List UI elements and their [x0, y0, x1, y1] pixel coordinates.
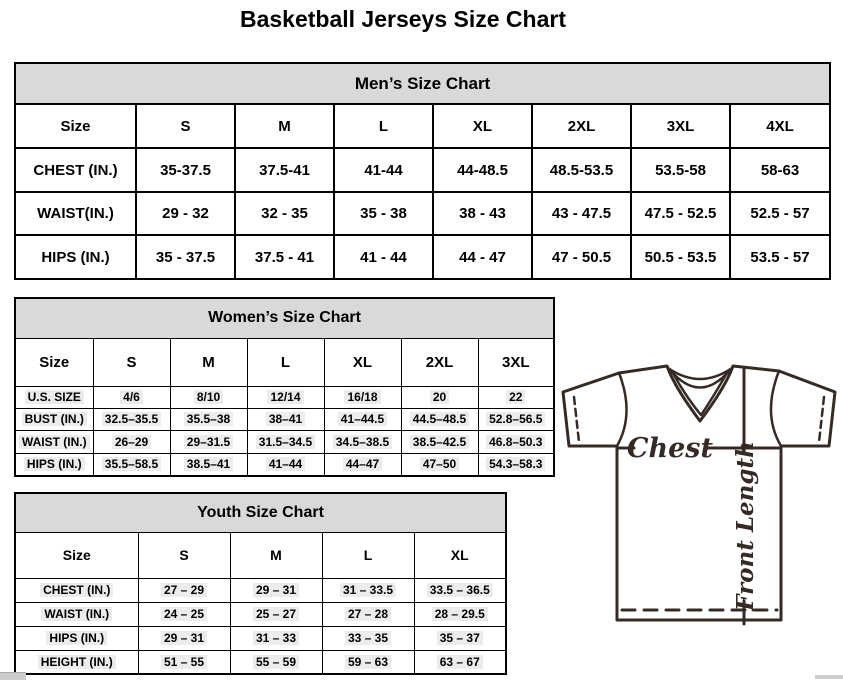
table-cell: 37.5-41 [235, 148, 334, 192]
table-cell: 47.5 - 52.5 [631, 192, 730, 235]
cell-value: HEIGHT (IN.) [38, 655, 116, 669]
cell-value: 32.5–35.5 [102, 412, 161, 426]
cell-value: 59 – 63 [345, 655, 391, 669]
column-header-m: M [235, 104, 334, 148]
cell-value: 27 – 29 [161, 583, 207, 597]
cell-value: U.S. SIZE [25, 390, 84, 404]
table-row [15, 453, 554, 476]
cell-value: 16/18 [344, 390, 380, 404]
table-row [15, 578, 506, 602]
row-label-waist: WAIST(IN.) [15, 192, 136, 235]
row-label-waist [15, 430, 93, 453]
column-header-l: L [322, 532, 414, 578]
cell-value: 46.8–50.3 [486, 435, 545, 449]
table-cell: 52.5 - 57 [730, 192, 830, 235]
cell-value: 8/10 [194, 390, 223, 404]
table-cell: 37.5 - 41 [235, 235, 334, 279]
cell-value: BUST (IN.) [22, 412, 87, 426]
row-label-us-size [15, 386, 93, 408]
table-cell [93, 453, 170, 476]
cell-value: WAIST (IN.) [41, 607, 112, 621]
table-cell [138, 626, 230, 650]
table-cell [478, 430, 554, 453]
cell-value: 29 – 31 [253, 583, 299, 597]
column-header-3xl: 3XL [631, 104, 730, 148]
table-cell [401, 408, 478, 430]
table-cell: 41 - 44 [334, 235, 433, 279]
cell-value: 51 – 55 [161, 655, 207, 669]
table-cell: 50.5 - 53.5 [631, 235, 730, 279]
cell-value: 54.3–58.3 [486, 457, 545, 471]
cell-value: 29–31.5 [184, 435, 233, 449]
table-cell [170, 453, 247, 476]
table-cell: 44 - 47 [433, 235, 532, 279]
cell-value: 38.5–41 [184, 457, 233, 471]
cell-value: 41–44.5 [338, 412, 387, 426]
cell-value: HIPS (IN.) [24, 457, 85, 471]
column-header-2xl: 2XL [532, 104, 631, 148]
cell-value: 52.8–56.5 [486, 412, 545, 426]
cell-value: WAIST (IN.) [19, 435, 90, 449]
mens-table-title: Men’s Size Chart [15, 63, 830, 104]
youth-table-title: Youth Size Chart [15, 493, 506, 532]
table-cell [230, 626, 322, 650]
cell-value: 12/14 [267, 390, 303, 404]
cell-value: 33 – 35 [345, 631, 391, 645]
table-cell [138, 602, 230, 626]
table-cell: 35-37.5 [136, 148, 235, 192]
column-header-m: M [170, 338, 247, 386]
table-row [15, 148, 830, 192]
column-header-4xl: 4XL [730, 104, 830, 148]
row-label-chest [15, 578, 138, 602]
column-header-s: S [93, 338, 170, 386]
cell-value: CHEST (IN.) [40, 583, 113, 597]
row-label-chest: CHEST (IN.) [15, 148, 136, 192]
table-cell: 29 - 32 [136, 192, 235, 235]
cell-value: 38.5–42.5 [410, 435, 469, 449]
column-header-size: Size [15, 104, 136, 148]
table-cell [414, 602, 506, 626]
table-cell [93, 386, 170, 408]
cell-value: 22 [506, 390, 525, 404]
cell-value: 35.5–38 [184, 412, 233, 426]
table-cell: 44-48.5 [433, 148, 532, 192]
table-cell: 35 - 38 [334, 192, 433, 235]
table-cell [324, 386, 401, 408]
table-row [15, 602, 506, 626]
jersey-outline [563, 366, 835, 620]
table-cell [170, 386, 247, 408]
cell-value: 44–47 [343, 457, 382, 471]
table-header-row [15, 104, 830, 148]
table-cell [401, 453, 478, 476]
table-cell: 47 - 50.5 [532, 235, 631, 279]
column-header-s: S [138, 532, 230, 578]
cell-value: 38–41 [266, 412, 305, 426]
table-cell: 35 - 37.5 [136, 235, 235, 279]
table-row [15, 650, 506, 674]
cell-value: 55 – 59 [253, 655, 299, 669]
table-cell [93, 408, 170, 430]
cell-value: HIPS (IN.) [46, 631, 107, 645]
table-caption-row [15, 298, 554, 338]
column-header-3xl: 3XL [478, 338, 554, 386]
table-cell: 53.5-58 [631, 148, 730, 192]
cell-value: 26–29 [112, 435, 151, 449]
front-length-label: Front Length [732, 441, 759, 611]
table-cell: 41-44 [334, 148, 433, 192]
table-cell [230, 650, 322, 674]
scrollbar-fragment-right[interactable] [815, 675, 843, 679]
table-cell: 58-63 [730, 148, 830, 192]
table-cell [324, 430, 401, 453]
table-cell [324, 453, 401, 476]
cell-value: 33.5 – 36.5 [427, 583, 493, 597]
table-cell [414, 578, 506, 602]
table-row [15, 408, 554, 430]
column-header-s: S [136, 104, 235, 148]
row-label-hips [15, 453, 93, 476]
column-header-size: Size [15, 338, 93, 386]
jersey-diagram [555, 360, 843, 650]
table-cell [322, 578, 414, 602]
table-row [15, 386, 554, 408]
youth-size-table [14, 492, 507, 675]
table-cell: 32 - 35 [235, 192, 334, 235]
cell-value: 47–50 [420, 457, 459, 471]
cell-value: 29 – 31 [161, 631, 207, 645]
cell-value: 27 – 28 [345, 607, 391, 621]
cell-value: 24 – 25 [161, 607, 207, 621]
page-title: Basketball Jerseys Size Chart [239, 6, 566, 32]
column-header-m: M [230, 532, 322, 578]
table-cell: 43 - 47.5 [532, 192, 631, 235]
cell-value: 35 – 37 [437, 631, 483, 645]
row-label-waist [15, 602, 138, 626]
table-cell [138, 578, 230, 602]
row-label-bust [15, 408, 93, 430]
table-caption-row [15, 493, 506, 532]
table-cell [478, 453, 554, 476]
table-cell [230, 578, 322, 602]
column-header-size: Size [15, 532, 138, 578]
table-cell [247, 386, 324, 408]
cell-value: 20 [430, 390, 449, 404]
column-header-xl: XL [324, 338, 401, 386]
column-header-xl: XL [414, 532, 506, 578]
table-cell [401, 430, 478, 453]
womens-table-title: Women’s Size Chart [15, 298, 554, 338]
table-cell [138, 650, 230, 674]
table-cell [478, 386, 554, 408]
table-cell [414, 626, 506, 650]
row-label-height [15, 650, 138, 674]
cell-value: 41–44 [266, 457, 305, 471]
cell-value: 31.5–34.5 [256, 435, 315, 449]
table-cell: 48.5-53.5 [532, 148, 631, 192]
table-header-row [15, 532, 506, 578]
cell-value: 31 – 33.5 [340, 583, 396, 597]
row-label-hips [15, 626, 138, 650]
cell-value: 44.5–48.5 [410, 412, 469, 426]
mens-size-table [14, 62, 831, 280]
column-header-l: L [247, 338, 324, 386]
column-header-l: L [334, 104, 433, 148]
table-cell [322, 650, 414, 674]
row-label-hips: HIPS (IN.) [15, 235, 136, 279]
table-cell [170, 430, 247, 453]
table-header-row [15, 338, 554, 386]
table-row [15, 430, 554, 453]
column-header-xl: XL [433, 104, 532, 148]
cell-value: 31 – 33 [253, 631, 299, 645]
table-cell [93, 430, 170, 453]
table-cell [322, 626, 414, 650]
table-cell [230, 602, 322, 626]
cell-value: 63 – 67 [437, 655, 483, 669]
table-cell: 38 - 43 [433, 192, 532, 235]
cell-value: 35.5–58.5 [102, 457, 161, 471]
table-cell [170, 408, 247, 430]
table-row [15, 626, 506, 650]
cell-value: 25 – 27 [253, 607, 299, 621]
cell-value: 34.5–38.5 [333, 435, 392, 449]
cell-value: 28 – 29.5 [432, 607, 488, 621]
table-cell [322, 602, 414, 626]
table-cell [247, 430, 324, 453]
table-row [15, 192, 830, 235]
cell-value: 4/6 [120, 390, 143, 404]
womens-size-table [14, 297, 555, 477]
table-cell: 53.5 - 57 [730, 235, 830, 279]
table-cell [478, 408, 554, 430]
table-cell [401, 386, 478, 408]
chest-label: Chest [627, 433, 713, 464]
column-header-2xl: 2XL [401, 338, 478, 386]
table-row [15, 235, 830, 279]
table-cell [247, 453, 324, 476]
table-cell [414, 650, 506, 674]
table-caption-row [15, 63, 830, 104]
table-cell [247, 408, 324, 430]
table-cell [324, 408, 401, 430]
